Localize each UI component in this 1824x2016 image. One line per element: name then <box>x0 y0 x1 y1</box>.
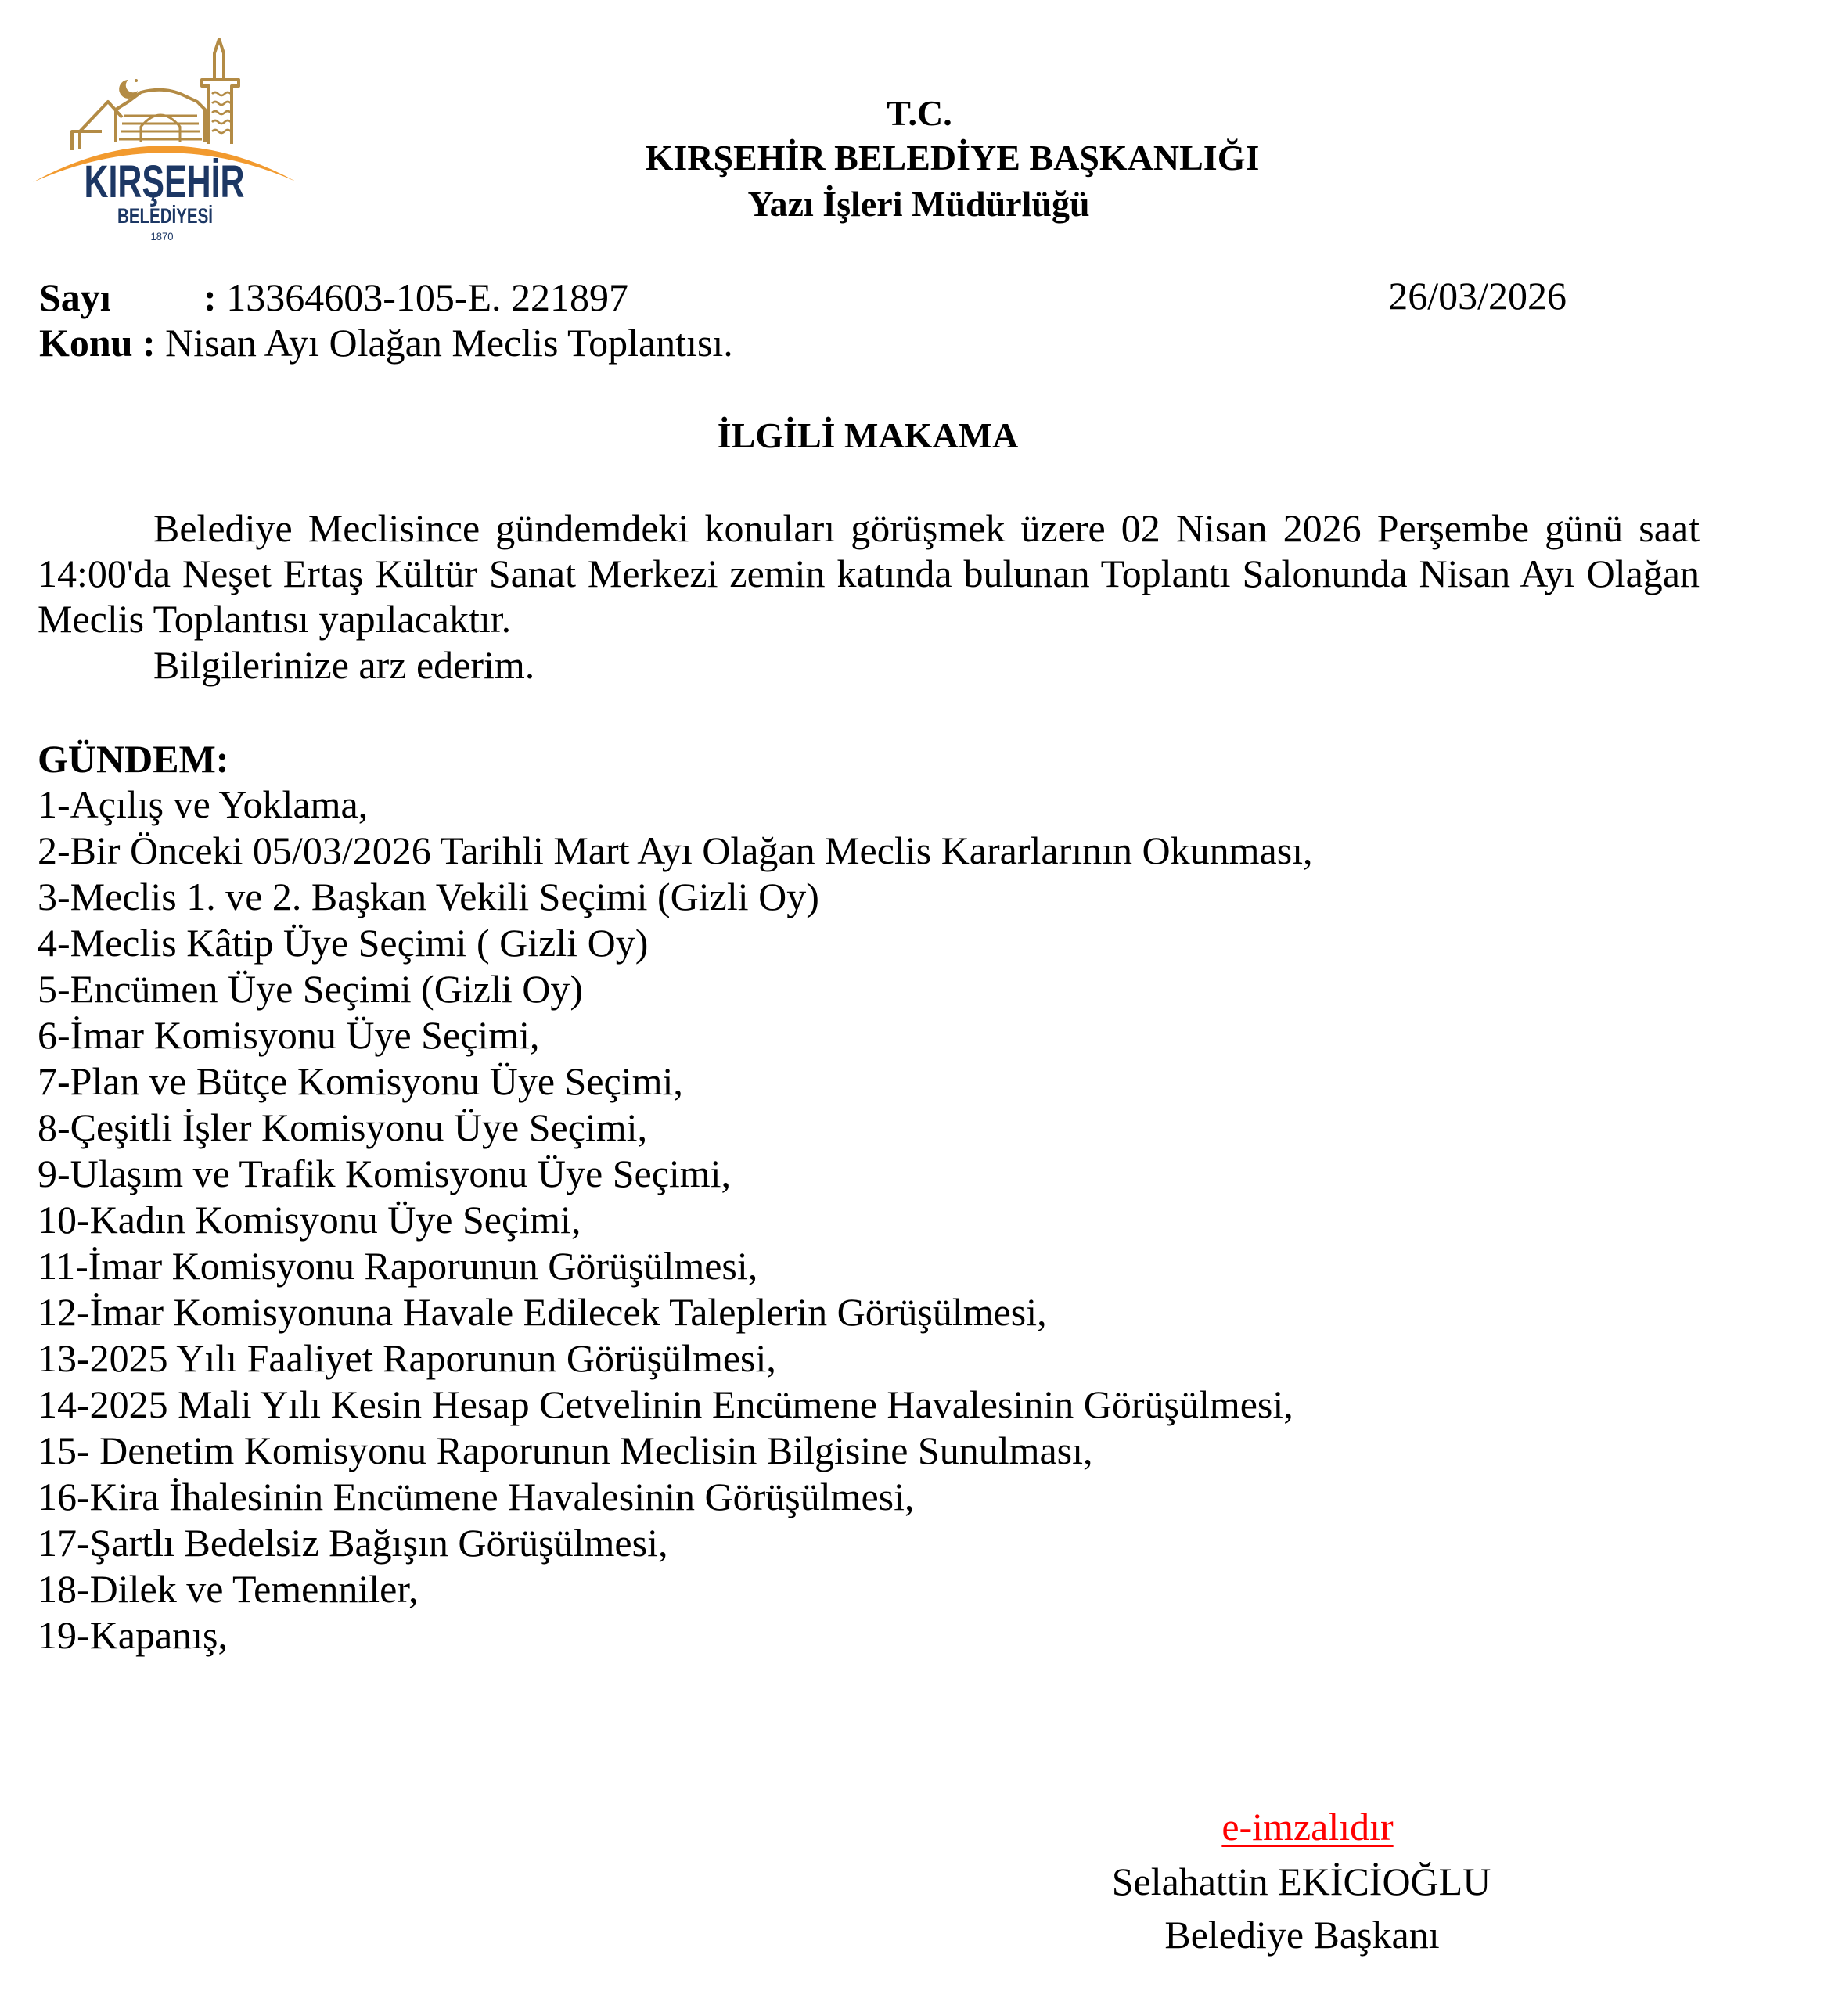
e-signature-label: e-imzalıdır <box>1221 1805 1394 1849</box>
body-line-3: Meclis Toplantısı yapılacaktır. <box>38 597 512 641</box>
signatory-title: Belediye Başkanı <box>1164 1913 1440 1957</box>
kirsehir-municipality-logo <box>23 31 305 250</box>
agenda-item: 3-Meclis 1. ve 2. Başkan Vekili Seçimi (Gizli Oy) <box>38 875 819 918</box>
agenda-item: 8-Çeşitli İşler Komisyonu Üye Seçimi, <box>38 1105 648 1149</box>
agenda-item: 2-Bir Önceki 05/03/2026 Tarihli Mart Ayı Olağan Meclis Kararlarının Okunması, <box>38 828 1313 872</box>
agenda-item: 18-Dilek ve Temenniler, <box>38 1567 419 1611</box>
header-institution: KIRŞEHİR BELEDİYE BAŞKANLIĞI <box>645 138 1260 178</box>
agenda-item: 10-Kadın Komisyonu Üye Seçimi, <box>38 1198 581 1242</box>
agenda-item: 16-Kira İhalesinin Encümene Havalesinin Görüşülmesi, <box>38 1475 915 1518</box>
addressee: İLGİLİ MAKAMA <box>717 415 1019 455</box>
konu-label: Konu <box>39 321 133 365</box>
agenda-item: 17-Şartlı Bedelsiz Bağışın Görüşülmesi, <box>38 1521 668 1565</box>
agenda-item: 14-2025 Mali Yılı Kesin Hesap Cetvelinin Encümene Havalesinin Görüşülmesi, <box>38 1382 1293 1426</box>
agenda-item: 5-Encümen Üye Seçimi (Gizli Oy) <box>38 967 584 1011</box>
sayi-colon: : <box>203 275 217 319</box>
logo-year: 1870 <box>150 230 174 243</box>
agenda-item: 9-Ulaşım ve Trafik Komisyonu Üye Seçimi, <box>38 1152 732 1195</box>
konu-colon: : <box>142 321 156 365</box>
konu-row <box>39 321 733 365</box>
sayi-label: Sayı <box>39 275 111 319</box>
header-department: Yazı İşleri Müdürlüğü <box>747 184 1090 224</box>
agenda-item: 12-İmar Komisyonuna Havale Edilecek Taleplerin Görüşülmesi, <box>38 1290 1047 1334</box>
agenda-item: 11-İmar Komisyonu Raporunun Görüşülmesi, <box>38 1244 758 1288</box>
signatory-name: Selahattin EKİCİOĞLU <box>1111 1860 1491 1903</box>
agenda-item: 7-Plan ve Bütçe Komisyonu Üye Seçimi, <box>38 1059 683 1103</box>
body-line-1: Belediye Meclisince gündemdeki konuları görüşmek üzere 02 Nisan 2026 Perşembe günü saat <box>153 506 1700 550</box>
sayi-row <box>39 275 629 319</box>
body-closing: Bilgilerinize arz ederim. <box>153 643 535 687</box>
logo-crescent-icon <box>119 80 138 99</box>
logo-subtitle: BELEDİYESİ <box>117 204 213 228</box>
agenda-item: 4-Meclis Kâtip Üye Seçimi ( Gizli Oy) <box>38 921 649 965</box>
konu-value: Nisan Ayı Olağan Meclis Toplantısı. <box>165 321 733 365</box>
logo-minaret-icon <box>202 80 239 144</box>
agenda-item: 19-Kapanış, <box>38 1613 228 1657</box>
logo-name: KIRŞEHİR <box>84 156 245 207</box>
body-line-2: 14:00'da Neşet Ertaş Kültür Sanat Merkezi zemin katında bulunan Toplantı Salonunda Nisan Ayı Olağan <box>38 552 1700 595</box>
document-date: 26/03/2026 <box>1388 274 1567 318</box>
agenda-item: 1-Açılış ve Yoklama, <box>38 782 369 826</box>
agenda-item: 15- Denetim Komisyonu Raporunun Meclisin Bilgisine Sunulması, <box>38 1428 1093 1472</box>
sayi-value: 13364603-105-E. 221897 <box>226 275 629 319</box>
agenda-item: 6-İmar Komisyonu Üye Seçimi, <box>38 1013 540 1057</box>
agenda-item: 13-2025 Yılı Faaliyet Raporunun Görüşülmesi, <box>38 1336 776 1380</box>
agenda-title: GÜNDEM: <box>38 737 229 781</box>
header-tc: T.C. <box>887 93 952 133</box>
